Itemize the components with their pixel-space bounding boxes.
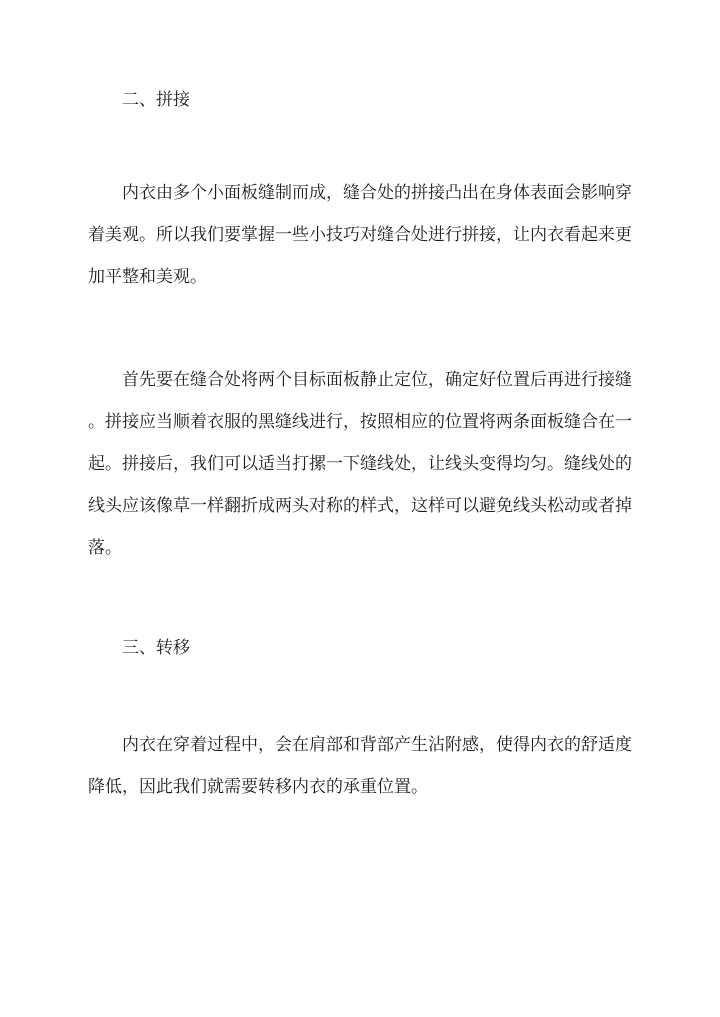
paragraph-line: 着美观。所以我们要掌握一些小技巧对缝合处进行拼接，让内衣看起来更 xyxy=(88,225,632,245)
paragraph-line: 内衣由多个小面板缝制而成，缝合处的拼接凸出在身体表面会影响穿 xyxy=(122,183,632,203)
paragraph-line: 加平整和美观。 xyxy=(88,267,207,287)
paragraph-transfer xyxy=(88,724,632,808)
section-heading-text: 三、转移 xyxy=(122,638,190,658)
paragraph-line: 起。拼接后，我们可以适当打摞一下缝线处，让线头变得均匀。缝线处的 xyxy=(88,454,632,474)
paragraph-line: 。拼接应当顺着衣服的黑缝线进行，按照相应的位置将两条面板缝合在一 xyxy=(88,412,632,432)
paragraph-line: 降低，因此我们就需要转移内衣的承重位置。 xyxy=(88,777,428,797)
section-heading-splicing xyxy=(88,79,632,121)
section-heading-text: 二、拼接 xyxy=(122,90,190,110)
paragraph-line: 落。 xyxy=(88,538,122,558)
paragraph-splicing-steps xyxy=(88,359,632,569)
paragraph-line: 内衣在穿着过程中，会在肩部和背部产生沾附感，使得内衣的舒适度 xyxy=(122,735,632,755)
paragraph-splicing-intro xyxy=(88,172,632,298)
paragraph-line: 首先要在缝合处将两个目标面板静止定位，确定好位置后再进行接缝 xyxy=(122,370,632,390)
section-heading-transfer xyxy=(88,627,632,669)
paragraph-line: 线头应该像草一样翻折成两头对称的样式，这样可以避免线头松动或者掉 xyxy=(88,496,632,516)
